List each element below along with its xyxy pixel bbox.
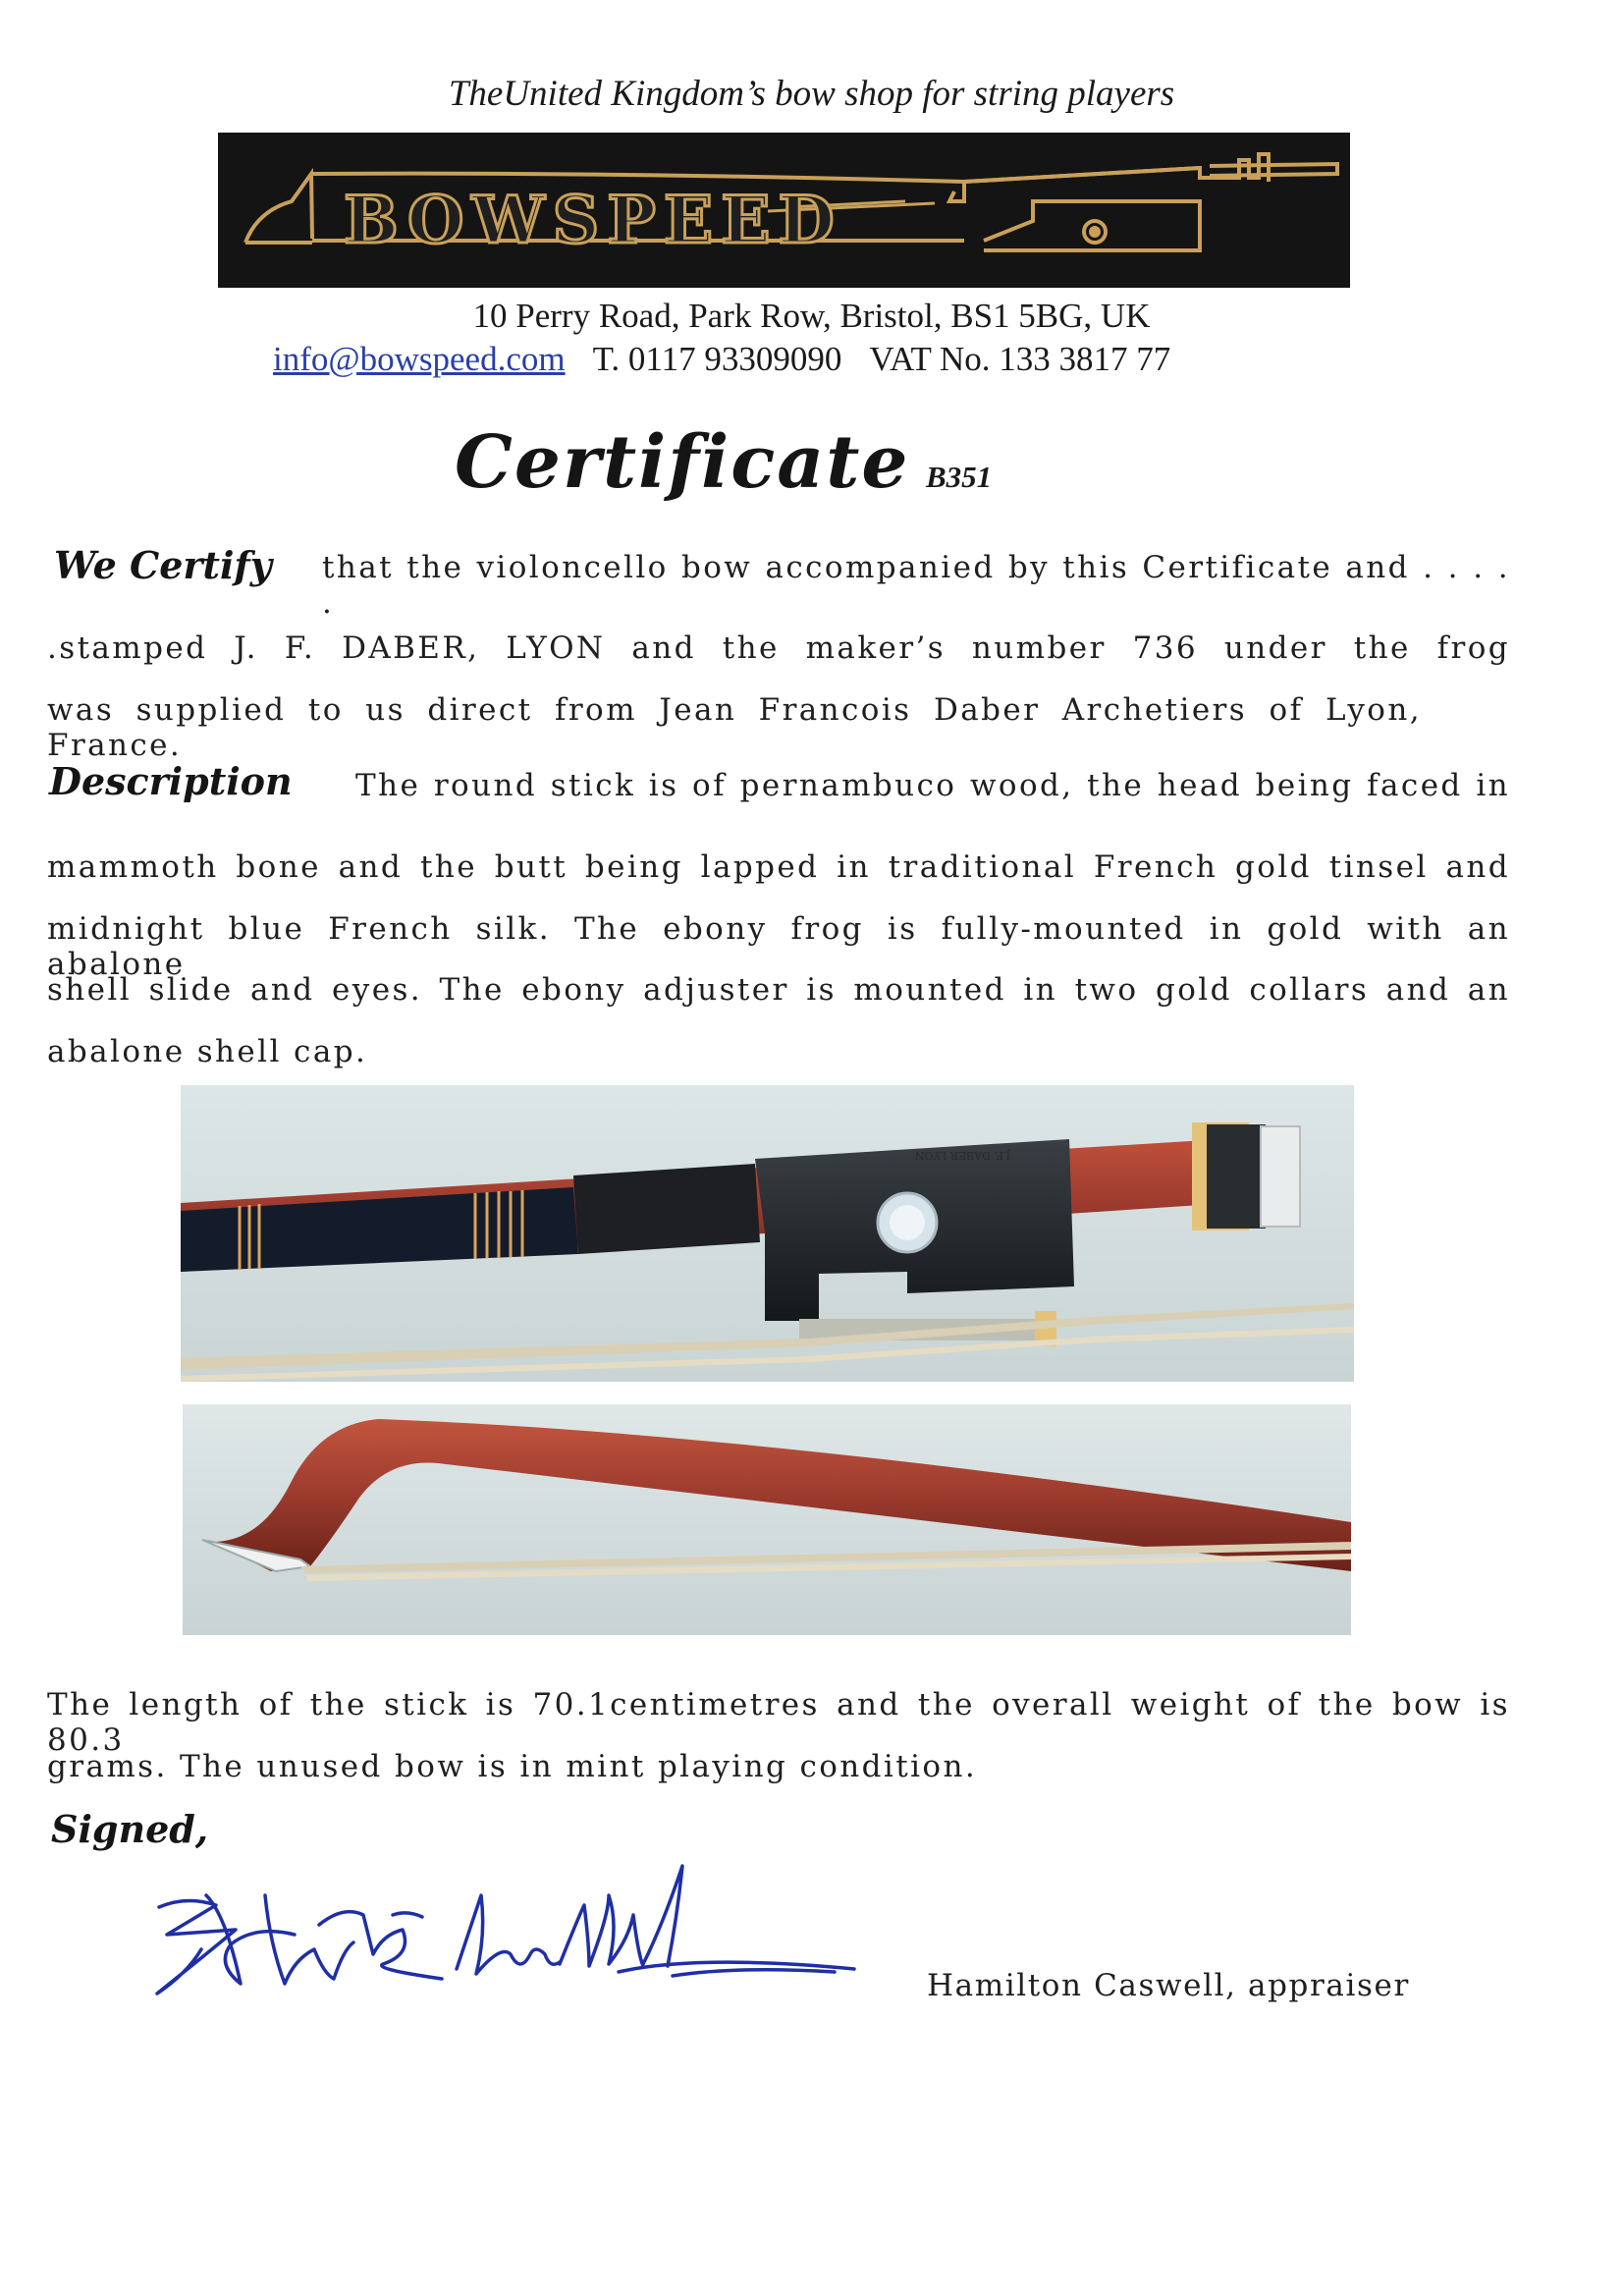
frog-photo: [181, 1085, 1354, 1382]
description-line-4: shell slide and eyes. The ebony adjuster is mounted in two gold collars and an: [47, 972, 1510, 1008]
description-line-5: abalone shell cap.: [47, 1034, 368, 1069]
certify-line-3: was supplied to us direct from Jean Francois Daber Archetiers of Lyon, France.: [47, 692, 1422, 763]
signature: [147, 1856, 874, 2023]
shop-address: 10 Perry Road, Park Row, Bristol, BS1 5BG, UK: [472, 297, 1151, 335]
contact-line: [273, 340, 1170, 379]
email-link[interactable]: info@bowspeed.com: [273, 340, 566, 378]
description-heading: Description: [49, 759, 293, 803]
logo-text: BOWSPEED: [344, 182, 842, 258]
head-photo: [183, 1404, 1351, 1635]
signed-heading: Signed,: [51, 1807, 209, 1851]
certify-heading: We Certify: [54, 543, 272, 587]
description-line-2: mammoth bone and the butt being lapped in traditional French gold tinsel and: [47, 849, 1510, 885]
certificate-title: Certificate: [455, 420, 910, 505]
description-line-1: The round stick is of pernambuco wood, the head being faced in: [355, 768, 1510, 803]
appraiser-name: Hamilton Caswell, appraiser: [927, 1968, 1410, 2003]
vat-number: VAT No. 133 3817 77: [869, 340, 1171, 378]
certify-line-1: that the violoncello bow accompanied by this Certificate and . . . . .: [322, 550, 1510, 621]
frog-stamp: J.F. DABER LYON: [914, 1149, 1010, 1162]
description-line-3: midnight blue French silk. The ebony frog is fully-mounted in gold with an abalone: [47, 911, 1510, 982]
certify-line-2: .stamped J. F. DABER, LYON and the maker’s number 736 under the frog: [47, 630, 1510, 666]
measurements-line-1: The length of the stick is 70.1centimetres and the overall weight of the bow is 80.3: [47, 1687, 1510, 1758]
phone-number: T. 0117 93309090: [592, 340, 842, 378]
tagline: TheUnited Kingdom’s bow shop for string players: [448, 74, 1175, 114]
measurements-line-2: grams. The unused bow is in mint playing condition.: [47, 1749, 978, 1784]
bowspeed-logo: [218, 133, 1350, 288]
certificate-number: B351: [926, 460, 993, 494]
